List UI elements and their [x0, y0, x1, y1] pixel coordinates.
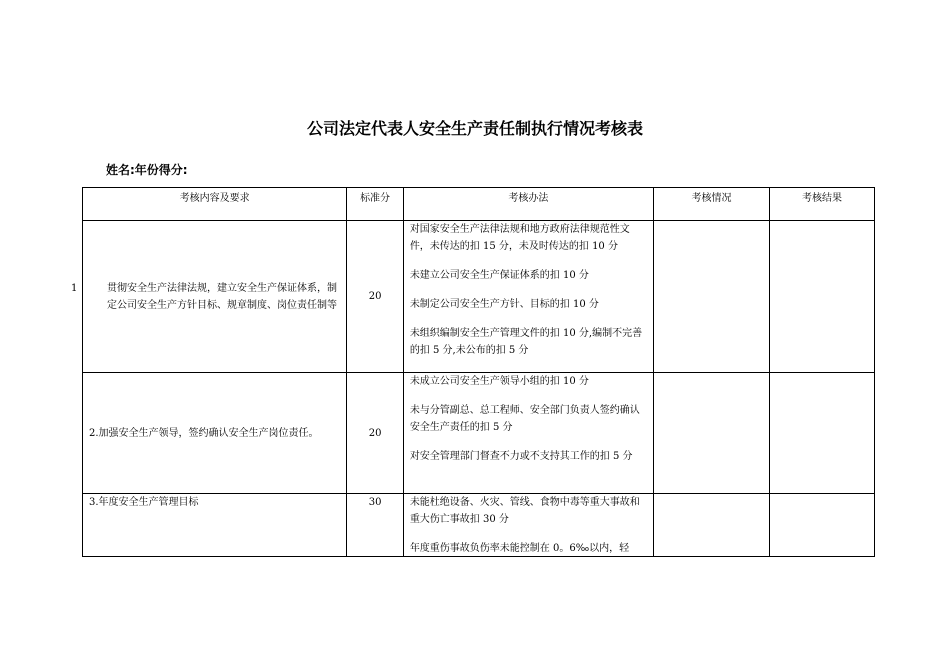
- header-content: 考核内容及要求: [83, 188, 347, 221]
- header-result: 考核结果: [770, 188, 875, 221]
- document-title: 公司法定代表人安全生产责任制执行情况考核表: [306, 119, 643, 138]
- method-item: 未成立公司安全生产领导小组的扣 10 分: [409, 376, 589, 387]
- method-item: 对安全管理部门督查不力或不支持其工作的扣 5 分: [409, 451, 633, 462]
- row-situation-cell[interactable]: [654, 494, 770, 557]
- row-content: [71, 221, 347, 373]
- row-score: 30: [347, 494, 403, 557]
- method-item: 未建立公司安全生产保证体系的扣 10 分: [409, 270, 589, 281]
- header-situation: 考核情况: [654, 188, 770, 221]
- row-score: 20: [347, 221, 403, 373]
- row-number: 1: [71, 282, 78, 294]
- header-method: 考核办法: [403, 188, 653, 221]
- assessment-table: [71, 187, 875, 557]
- row-content: 2.加强安全生产领导，签约确认安全生产岗位责任。: [83, 373, 347, 494]
- method-item: 年度重伤事故负伤率未能控制在 0。6‰以内，轻: [409, 543, 630, 554]
- row-method: [403, 221, 653, 373]
- table-row: [83, 373, 875, 494]
- row-score: 20: [347, 373, 403, 494]
- method-item: 未能杜绝设备、火灾、管线、食物中毒等重大事故和重大伤亡事故扣 30 分: [409, 497, 640, 525]
- row-result-cell[interactable]: [770, 221, 875, 373]
- row-situation-cell[interactable]: [654, 221, 770, 373]
- row-method: [403, 494, 653, 557]
- row-method: [403, 373, 653, 494]
- table-header-row: [83, 188, 875, 221]
- row-content: 3.年度安全生产管理目标: [83, 494, 347, 557]
- method-item: 未组织编制安全生产管理文件的扣 10 分,编制不完善的扣 5 分,未公布的扣 5 分: [409, 328, 643, 356]
- row-content-text: 贯彻安全生产法律法规，建立安全生产保证体系，制定公司安全生产方针目标、规章制度、岗位责任制等: [107, 282, 337, 311]
- table-row: [83, 494, 875, 557]
- row-situation-cell[interactable]: [654, 373, 770, 494]
- row-result-cell[interactable]: [770, 494, 875, 557]
- method-item: 未与分管副总、总工程师、安全部门负责人签约确认安全生产责任的扣 5 分: [409, 405, 640, 433]
- row-result-cell[interactable]: [770, 373, 875, 494]
- method-item: 对国家安全生产法律法规和地方政府法律规范性文件，未传达的扣 15 分，未及时传达的扣 10 分: [409, 224, 630, 252]
- name-year-score-line: 姓名:年份得分:: [106, 163, 188, 177]
- table-row: [83, 221, 875, 373]
- header-standard-score: 标准分: [347, 188, 403, 221]
- method-item: 未制定公司安全生产方针、目标的扣 10 分: [409, 299, 599, 310]
